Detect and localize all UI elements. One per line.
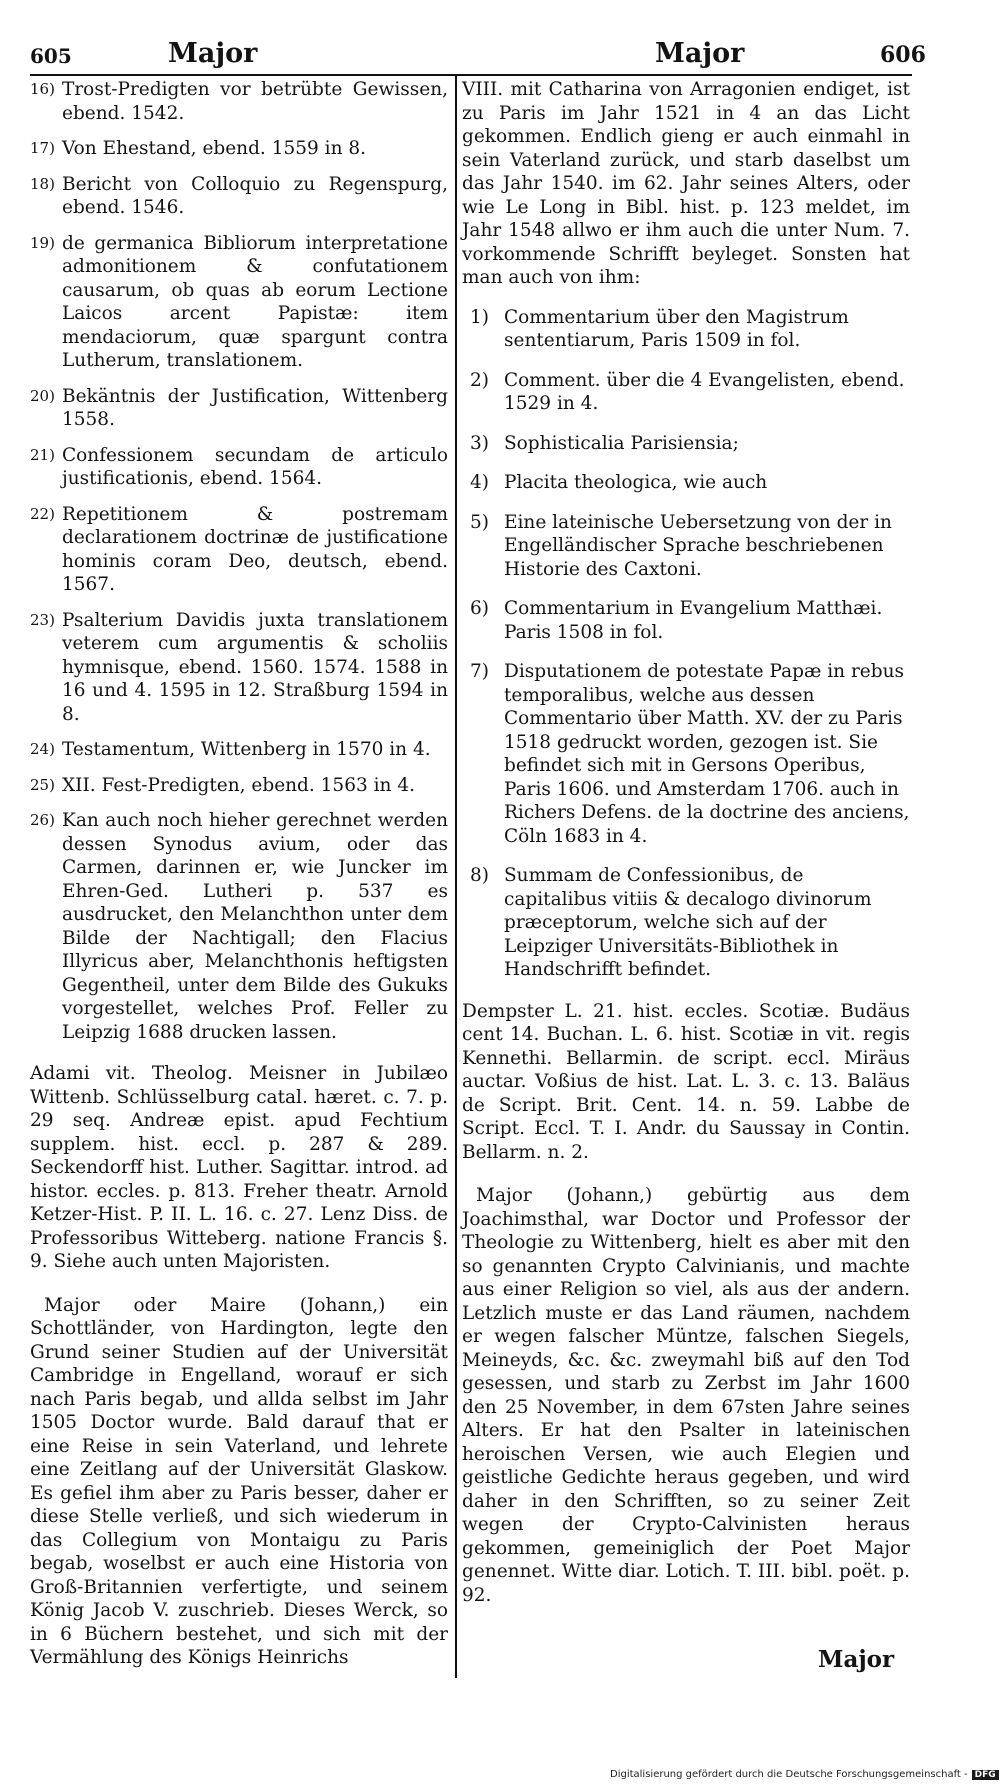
item-text: Commentarium in Evangelium Matthæi. Paris 1508 in fol. xyxy=(504,598,883,643)
item-text: Summam de Confessionibus, de capitalibus vitiis & decalogo divinorum præceptorum, welche sich auf der Leipziger Universitäts-Bibliothek in Handschrifft befindet. xyxy=(504,865,872,980)
references-paragraph: Dempster L. 21. hist. eccles. Scotiæ. Budäus cent 14. Buchan. L. 6. hist. Scotiæ in vit. regis Kennethi. Bellarmin. de script. eccl. Miräus auctar. Voßius de hist. Lat. L. 3. c. 13. Baläus de Script. Brit. Cent. 14. n. 59. Labbe de Script. Eccl. T. I. Andr. du Saussay in Contin. Bellarm. n. 2. xyxy=(462,1000,910,1163)
entry-paragraph: Major (Johann,) gebürtig aus dem Joachimsthal, war Doctor und Professor der Theologie zu Wittenberg, hielt es aber mit den so genannten Crypto Calvinianis, und machte aus einer Religion so viel, als aus der andern. Letzlich muste er das Land räumen, nachdem er wegen falscher Müntze, falschen Siegels, Meineyds, &c. &c. zweymahl biß auf den Tod gesessen, und starb zu Zerbst im Jahr 1600 den 25 November, in dem 67sten Jahre seines Alters. Er hat den Psalter in lateinischen heroischen Versen, wie auch Elegien und geistliche Gedichte heraus gegeben, und wird daher in den Schrifften, so zu seiner Zeit wegen der Crypto-Calvinisten heraus gekommen, gemeiniglich der Poet Major genennet. Witte diar. Lotich. T. III. bibl. poët. p. 92. xyxy=(462,1185,910,1606)
item-text: Bekäntnis der Justification, Wittenberg 1558. xyxy=(62,385,448,430)
list-item xyxy=(30,173,448,220)
item-number: 1) xyxy=(470,306,489,328)
page-number-left: 605 xyxy=(30,44,72,68)
item-number: 23) xyxy=(30,610,55,629)
item-text: Repetitionem & postremam declarationem doctrinæ de justificatione hominis coram Deo, deutsch, ebend. 1567. xyxy=(62,503,448,595)
item-text: Trost-Predigten vor betrübte Gewissen, ebend. 1542. xyxy=(62,79,448,124)
item-number: 4) xyxy=(470,472,489,493)
list-item xyxy=(470,597,910,644)
item-number: 18) xyxy=(30,174,55,193)
column-divider xyxy=(455,76,457,1678)
page-number-right: 606 xyxy=(880,42,926,68)
list-item xyxy=(470,864,910,982)
running-title-left: Major xyxy=(168,38,258,69)
continuation-paragraph: VIII. mit Catharina von Arragonien endiget, ist zu Paris im Jahr 1521 in 4 an das Licht gekommen. Endlich gieng er auch einmahl in sein Vaterland zurück, und starb daselbst um das Jahr 1540. im 62. Jahr seines Alters, oder wie Le Long in Bibl. hist. p. 123 meldet, im Jahr 1548 allwo er ihm auch die unter Num. 7. vorkommende Schrifft beyleget. Sonsten hat man auch von ihm: xyxy=(462,79,910,288)
right-column xyxy=(462,78,910,1607)
item-number: 5) xyxy=(470,511,489,533)
item-number: 3) xyxy=(470,432,489,454)
running-title-right: Major xyxy=(655,38,745,69)
footer-text: Digitalisierung gefördert durch die Deutsche Forschungsgemeinschaft - xyxy=(610,1769,968,1780)
item-number: 6) xyxy=(470,598,489,619)
item-text: Bericht von Colloquio zu Regenspurg, ebend. 1546. xyxy=(62,173,448,218)
references-paragraph: Adami vit. Theolog. Meisner in Jubilæo Wittenb. Schlüsselburg catal. hæret. c. 7. p. 29 seq. Andreæ epist. apud Fechtium supplem. hist. eccl. p. 287 & 289. Seckendorff hist. Luther. Sagittar. introd. ad histor. eccles. p. 813. Freher theatr. Arnold Ketzer-Hist. P. II. L. 16. c. 27. Lenz Diss. de Professoribus Witteberg. natione Francis §. 9. Siehe auch unten Majoristen. xyxy=(30,1063,448,1272)
item-number: 8) xyxy=(470,865,489,886)
list-item xyxy=(470,369,910,416)
item-text: Comment. über die 4 Evangelisten, ebend. 1529 in 4. xyxy=(504,369,905,414)
item-number: 25) xyxy=(30,775,55,794)
left-column xyxy=(30,78,448,1670)
item-number: 22) xyxy=(30,504,55,523)
list-item xyxy=(30,232,448,373)
item-text: XII. Fest-Predigten, ebend. 1563 in 4. xyxy=(62,774,415,796)
item-number: 16) xyxy=(30,80,55,98)
list-item xyxy=(30,78,448,125)
list-item xyxy=(470,660,910,848)
item-text: Disputationem de potestate Papæ in rebus temporalibus, welche aus dessen Commentario über Matth. XV. der zu Paris 1518 gedruckt worden, gezogen ist. Sie befindet sich mit in Gersons Operibus, Paris 1606. und Amsterdam 1706. auch in Richers Defens. de la doctrine des anciens, Cöln 1683 in 4. xyxy=(504,661,910,847)
item-number: 19) xyxy=(30,233,55,252)
list-item xyxy=(30,809,448,1044)
item-text: Von Ehestand, ebend. 1559 in 8. xyxy=(62,138,367,159)
item-text: Commentarium über den Magistrum sententiarum, Paris 1509 in fol. xyxy=(504,306,849,351)
list-item xyxy=(30,444,448,491)
item-text: Testamentum, Wittenberg in 1570 in 4. xyxy=(62,739,431,760)
item-number: 24) xyxy=(30,740,55,758)
list-item xyxy=(470,511,910,582)
list-item xyxy=(30,137,448,161)
list-item xyxy=(470,306,910,353)
list-item xyxy=(470,471,910,495)
catchword: Major xyxy=(818,1646,895,1673)
item-text: Placita theologica, wie auch xyxy=(504,472,768,493)
item-text: Confessionem secundam de articulo justificationis, ebend. 1564. xyxy=(62,444,448,489)
header-rule xyxy=(30,74,912,76)
item-text: Sophisticalia Parisiensia; xyxy=(504,432,739,454)
item-number: 20) xyxy=(30,386,55,405)
dfg-logo: DFG xyxy=(972,1770,999,1780)
item-text: Kan auch noch hieher gerechnet werden dessen Synodus avium, oder das Carmen, darinnen er, wie Juncker im Ehren-Ged. Lutheri p. 537 es ausdrucket, den Melanchthon unter dem Bilde der Nachtigall; den Flacius Illyricus aber, Melanchthonis heftigsten Gegentheil, unter dem Bilde des Gukuks vorgestellet, welches Prof. Feller zu Leipzig 1688 drucken lassen. xyxy=(62,810,448,1043)
entry-paragraph: Major oder Maire (Johann,) ein Schottländer, von Hardington, legte den Grund seiner Studien auf der Universität Cambridge in Engelland, worauf er sich nach Paris begab, und allda selbst im Jahr 1505 Doctor wurde. Bald darauf that er eine Reise in sein Vaterland, und lehrete eine Zeitlang auf der Universität Glaskow. Es gefiel ihm aber zu Paris besser, daher er diese Stelle verließ, und sich wiederum in das Collegium von Montaigu zu Paris begab, woselbst er auch eine Historia von Groß-Britannien verfertigte, und seinem König Jacob V. zuschrieb. Dieses Werck, so in 6 Büchern bestehet, und sich mit der Vermählung des Königs Heinrichs xyxy=(30,1294,448,1668)
list-item xyxy=(470,432,910,456)
list-item xyxy=(30,774,448,798)
list-item xyxy=(30,609,448,727)
item-number: 26) xyxy=(30,811,55,829)
list-item xyxy=(30,385,448,432)
list-item xyxy=(30,503,448,597)
list-item xyxy=(30,738,448,762)
item-number: 21) xyxy=(30,445,55,464)
item-text: Eine lateinische Uebersetzung von der in Engelländischer Sprache beschriebenen Historie des Caxtoni. xyxy=(504,511,892,580)
item-number: 2) xyxy=(470,369,489,391)
item-text: de germanica Bibliorum interpretatione admonitionem & confutationem causarum, ob quas ab eorum Lectione Laicos arcent Papistæ: item mendaciorum, quæ spargunt contra Lutherum, translationem. xyxy=(62,232,448,371)
item-number: 7) xyxy=(470,661,489,682)
item-number: 17) xyxy=(30,139,55,157)
digitization-footer xyxy=(610,1769,999,1780)
item-text: Psalterium Davidis juxta translationem veterem cum argumentis & scholiis hymnisque, ebend. 1560. 1574. 1588 in 16 und 4. 1595 in 12. Straßburg 1594 in 8. xyxy=(62,609,448,725)
